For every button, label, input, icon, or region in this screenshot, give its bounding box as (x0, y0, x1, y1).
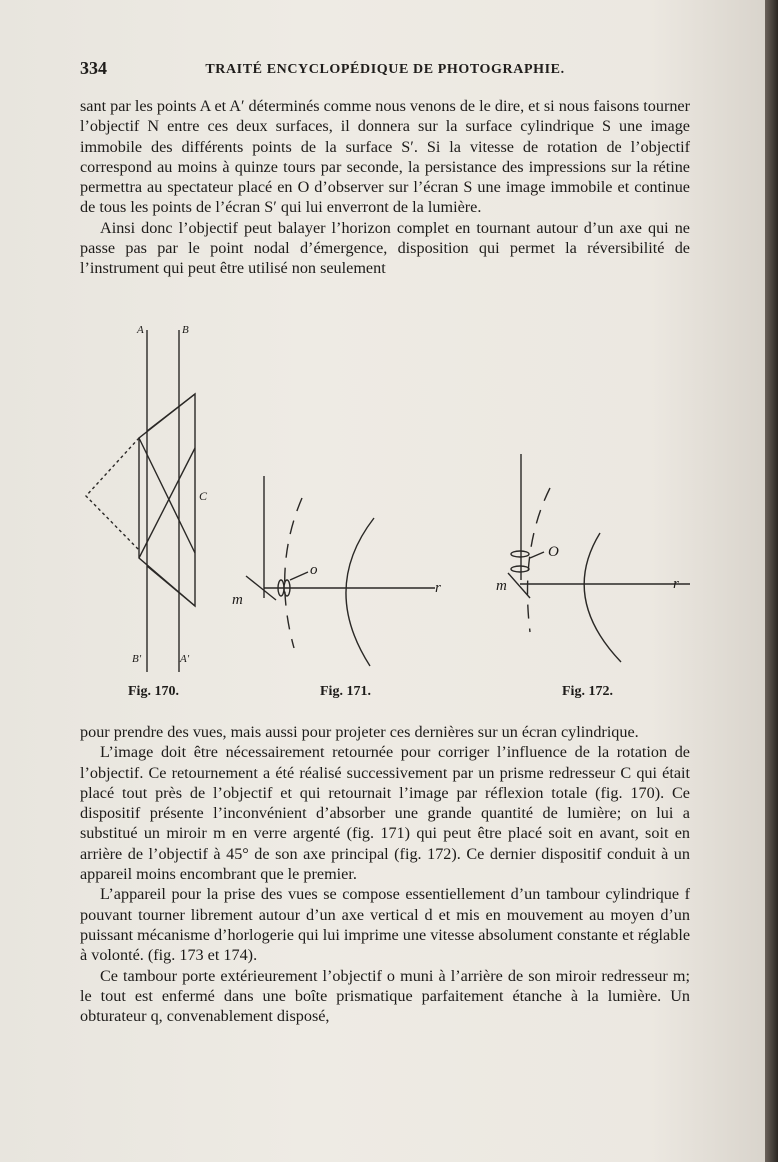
caption-fig-171: Fig. 171. (320, 684, 371, 699)
label-b-prime: B′ (132, 653, 142, 665)
label-c: C (199, 489, 208, 503)
page-number: 334 (80, 58, 107, 78)
fig-171-diagram (246, 476, 435, 666)
label-b: B (182, 324, 189, 336)
dashed-arc (528, 488, 551, 632)
paragraph: L’appareil pour la prise des vues se compose essentiellement d’un tambour cylindrique f pouvant tourner librement autour d’un axe vertical d et mis en mouvement au moyen d’un puissant mécanisme d’horlogerie qui lui imprime une vitesse absolument constante et réglable à volonté. (fig. 173 et 174). (80, 885, 691, 965)
bottom-text-block (80, 722, 690, 1026)
paragraph: pour prendre des vues, mais aussi pour projeter ces dernières sur un écran cylindrique. (80, 723, 639, 741)
lens-element (511, 551, 529, 557)
screen-arc (584, 533, 621, 662)
caption-fig-170: Fig. 170. (128, 684, 179, 699)
label-o: o (310, 562, 318, 578)
label-a: A (137, 324, 144, 336)
top-text-block (80, 96, 690, 279)
screen-arc (346, 518, 374, 666)
leader-line (530, 552, 544, 558)
paragraph: Ainsi donc l’objectif peut balayer l’horizon complet en tournant autour d’un axe qui ne passe pas par le point nodal d’émergence, disposition qui permet la réversibilité de l’instrument qui peut être utilisé non seulement (80, 218, 690, 278)
leader-line (290, 572, 308, 580)
fig-170-diagram (86, 330, 195, 672)
running-title: TRAITÉ ENCYCLOPÉDIQUE DE PHOTOGRAPHIE. (205, 62, 565, 77)
dotted-reflection (86, 438, 139, 550)
figures-block (80, 318, 700, 708)
label-r: r (673, 576, 679, 592)
page-header (80, 58, 690, 84)
book-spine (765, 0, 778, 1162)
label-o: O (548, 544, 559, 560)
paragraph: Ce tambour porte extérieurement l’objectif o muni à l’arrière de son miroir redresseur m; le tout est enfermé dans une boîte prismatique parfaitement étanche à la lumière. Un obturateur q, convenablement disposé, (80, 966, 690, 1026)
prism-ray (147, 566, 195, 606)
dashed-arc (285, 498, 302, 648)
figures-drawing (80, 318, 700, 708)
paragraph: sant par les points A et A′ déterminés comme nous venons de le dire, et si nous faisons tourner l’objectif N entre ces deux surfaces, il donnera sur la surface cylindrique S une image immobile des différents points de la surface S′. Si la vitesse de rotation de l’objectif correspond au moins à quinze tours par seconde, la persistance des impressions sur la rétine permettra au spectateur placé en O d’observer sur l’écran S une image immobile et continue de tous les points de l’écran S′ qui lui enverront de la lumière. (80, 97, 691, 217)
mirror-m (508, 573, 530, 598)
label-m: m (496, 578, 507, 594)
label-m: m (232, 592, 243, 608)
label-r: r (435, 580, 441, 596)
fig-172-diagram (508, 454, 690, 662)
paragraph: L’image doit être nécessairement retournée pour corriger l’influence de la rotation de l’objectif. Ce retournement a été réalisé successivement par un prisme redresseur C qui était placé tout près de l’objectif et qui retournait l’image par réflexion totale (fig. 170). Ce dispositif présente l’inconvénient d’absorber une grande quantité de lumière; on lui a substitué un miroir m en verre argenté (fig. 171) qui peut être placé soit en avant, soit en arrière de l’objectif à 45° de son axe principal (fig. 172). Ce dernier dispositif conduit à un appareil moins encombrant que le premier. (80, 743, 690, 884)
lens-element (511, 566, 529, 572)
caption-fig-172: Fig. 172. (562, 684, 613, 699)
label-a-prime: A′ (180, 653, 190, 665)
prism-ray (147, 394, 195, 431)
